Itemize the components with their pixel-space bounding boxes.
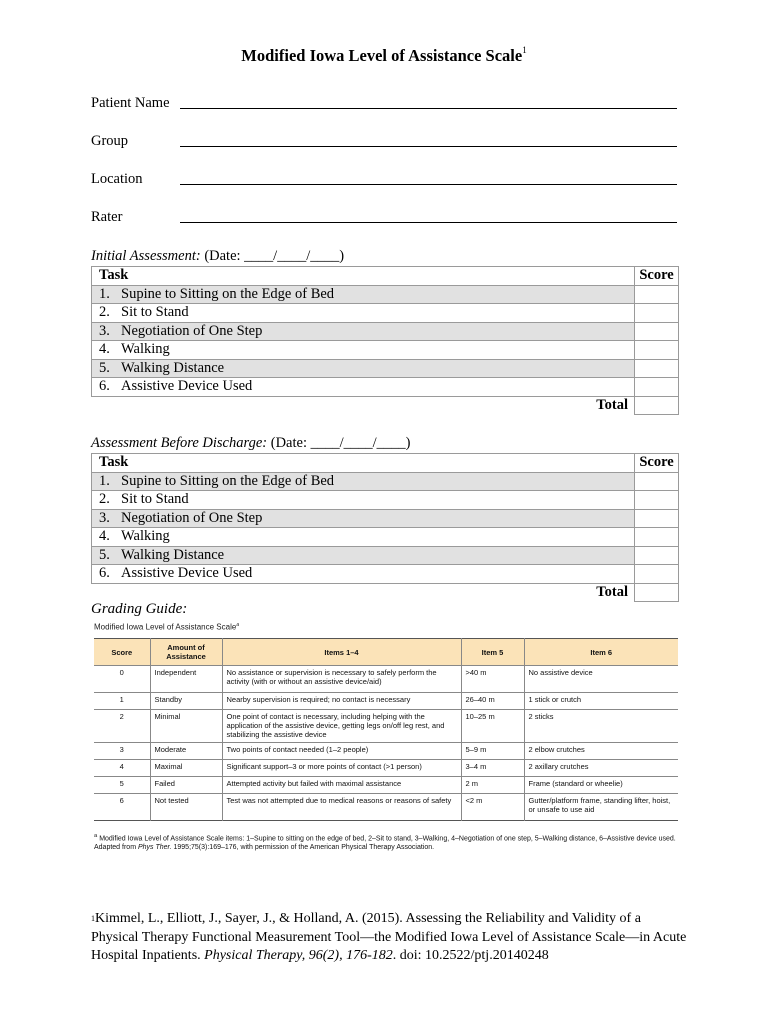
col-header: Item 5 bbox=[461, 639, 524, 666]
guide-cell: Minimal bbox=[150, 710, 222, 743]
grading-footnote: $^a$ Modified Iowa Level of Assistance Scale items: 1–Supine to sitting on the edge of bed, 2–Sit to stand, 3–Walking, 4–Negotiation of one step, 5–Walking distance, 6–Assistive device used. Adapted from Phys Ther. 1995;75(3):169–176, with permission of the American Physical Therapy Association. bbox=[94, 833, 676, 852]
guide-cell: 2 bbox=[94, 710, 150, 743]
guide-cell: Maximal bbox=[150, 760, 222, 777]
score-cell[interactable] bbox=[635, 359, 679, 378]
guide-cell: 3–4 m bbox=[461, 760, 524, 777]
discharge-assessment-heading: Assessment Before Discharge: (Date: ____/____/____) bbox=[91, 435, 411, 451]
guide-row bbox=[94, 693, 678, 710]
guide-cell: 3 bbox=[94, 743, 150, 760]
score-cell[interactable] bbox=[635, 565, 679, 584]
guide-cell: Failed bbox=[150, 777, 222, 794]
guide-cell: 1 bbox=[94, 693, 150, 710]
task-row: 5. Walking Distance bbox=[92, 546, 635, 565]
grading-figure-title: Modified Iowa Level of Assistance Scale$^a$ bbox=[94, 622, 240, 632]
group-line[interactable] bbox=[180, 145, 677, 147]
score-cell[interactable] bbox=[635, 341, 679, 360]
guide-row bbox=[94, 760, 678, 777]
guide-cell: 2 sticks bbox=[524, 710, 678, 743]
task-row: 5. Walking Distance bbox=[92, 359, 635, 378]
guide-cell: 5 bbox=[94, 777, 150, 794]
score-header: Score bbox=[635, 267, 679, 286]
task-row: 1. Supine to Sitting on the Edge of Bed bbox=[92, 472, 635, 491]
task-row: 6. Assistive Device Used bbox=[92, 565, 635, 584]
guide-cell: >40 m bbox=[461, 666, 524, 693]
location-line[interactable] bbox=[180, 183, 677, 185]
guide-cell: Independent bbox=[150, 666, 222, 693]
guide-cell: 10–25 m bbox=[461, 710, 524, 743]
total-label: Total bbox=[596, 397, 628, 413]
score-cell[interactable] bbox=[635, 491, 679, 510]
guide-row bbox=[94, 777, 678, 794]
patient-name-line[interactable] bbox=[180, 107, 677, 109]
task-row: 1. Supine to Sitting on the Edge of Bed bbox=[92, 285, 635, 304]
rater-label: Rater bbox=[91, 209, 123, 225]
total-score-cell[interactable] bbox=[635, 396, 679, 415]
document-title: Modified Iowa Level of Assistance Scale$^1$ bbox=[241, 45, 527, 65]
group-label: Group bbox=[91, 133, 129, 149]
score-cell[interactable] bbox=[635, 528, 679, 547]
total-score-cell[interactable] bbox=[635, 583, 679, 602]
task-header: Task bbox=[92, 454, 635, 473]
initial-assessment-table bbox=[91, 266, 679, 415]
col-header: Amount of Assistance bbox=[150, 639, 222, 666]
score-cell[interactable] bbox=[635, 304, 679, 323]
guide-cell: Attempted activity but failed with maximal assistance bbox=[222, 777, 461, 794]
guide-cell: 5–9 m bbox=[461, 743, 524, 760]
guide-cell: 1 stick or crutch bbox=[524, 693, 678, 710]
guide-cell: 2 elbow crutches bbox=[524, 743, 678, 760]
grading-guide-heading: Grading Guide: bbox=[91, 601, 188, 617]
guide-cell: Significant support–3 or more points of contact (>1 person) bbox=[222, 760, 461, 777]
guide-cell: 2 m bbox=[461, 777, 524, 794]
rater-line[interactable] bbox=[180, 221, 677, 223]
task-row: 2. Sit to Stand bbox=[92, 304, 635, 323]
guide-row bbox=[94, 710, 678, 743]
score-cell[interactable] bbox=[635, 546, 679, 565]
guide-cell: 4 bbox=[94, 760, 150, 777]
discharge-assessment-table bbox=[91, 453, 679, 602]
guide-cell: <2 m bbox=[461, 794, 524, 821]
guide-cell: 6 bbox=[94, 794, 150, 821]
score-cell[interactable] bbox=[635, 285, 679, 304]
score-header: Score bbox=[635, 454, 679, 473]
score-cell[interactable] bbox=[635, 509, 679, 528]
guide-cell: Two points of contact needed (1–2 people) bbox=[222, 743, 461, 760]
grading-guide-table bbox=[94, 638, 678, 821]
total-label: Total bbox=[596, 584, 628, 600]
discharge-date: (Date: ____/____/____) bbox=[270, 435, 411, 451]
initial-date: (Date: ____/____/____) bbox=[204, 248, 345, 264]
guide-row bbox=[94, 794, 678, 821]
guide-cell: 2 axillary crutches bbox=[524, 760, 678, 777]
guide-cell: Not tested bbox=[150, 794, 222, 821]
guide-cell: Frame (standard or wheelie) bbox=[524, 777, 678, 794]
guide-cell: 0 bbox=[94, 666, 150, 693]
task-row: 4. Walking bbox=[92, 341, 635, 360]
col-header: Score bbox=[94, 639, 150, 666]
guide-cell: 26–40 m bbox=[461, 693, 524, 710]
guide-cell: One point of contact is necessary, including helping with the application of the assistive device, getting legs on/off leg rest, and stabilizing the assistive device bbox=[222, 710, 461, 743]
guide-cell: No assistance or supervision is necessary to safely perform the activity (with or without an assistive device/aid) bbox=[222, 666, 461, 693]
patient-name-label: Patient Name bbox=[91, 95, 170, 111]
citation: $^1$Kimmel, L., Elliott, J., Sayer, J., & Holland, A. (2015). Assessing the Reliability and Validity of a Physical Therapy Functional Measurement Tool—the Modified Iowa Level of Assistance Scale—in Acute Hospital Inpatients. Physical Therapy, 96(2), 176-182. doi: 10.2522/ptj.20140248 bbox=[91, 911, 687, 963]
col-header: Items 1–4 bbox=[222, 639, 461, 666]
task-row: 3. Negotiation of One Step bbox=[92, 322, 635, 341]
score-cell[interactable] bbox=[635, 472, 679, 491]
score-cell[interactable] bbox=[635, 378, 679, 397]
guide-row bbox=[94, 666, 678, 693]
initial-assessment-heading: Initial Assessment: (Date: ____/____/____) bbox=[91, 248, 345, 264]
location-label: Location bbox=[91, 171, 143, 187]
guide-cell: Moderate bbox=[150, 743, 222, 760]
guide-cell: No assistive device bbox=[524, 666, 678, 693]
task-header: Task bbox=[92, 267, 635, 286]
guide-cell: Standby bbox=[150, 693, 222, 710]
task-row: 6. Assistive Device Used bbox=[92, 378, 635, 397]
task-row: 4. Walking bbox=[92, 528, 635, 547]
task-row: 2. Sit to Stand bbox=[92, 491, 635, 510]
guide-cell: Test was not attempted due to medical reasons or reasons of safety bbox=[222, 794, 461, 821]
task-row: 3. Negotiation of One Step bbox=[92, 509, 635, 528]
guide-row bbox=[94, 743, 678, 760]
guide-cell: Gutter/platform frame, standing lifter, hoist, or unsafe to use aid bbox=[524, 794, 678, 821]
score-cell[interactable] bbox=[635, 322, 679, 341]
col-header: Item 6 bbox=[524, 639, 678, 666]
guide-cell: Nearby supervision is required; no contact is necessary bbox=[222, 693, 461, 710]
title-footnote-mark: 1 bbox=[522, 45, 527, 55]
